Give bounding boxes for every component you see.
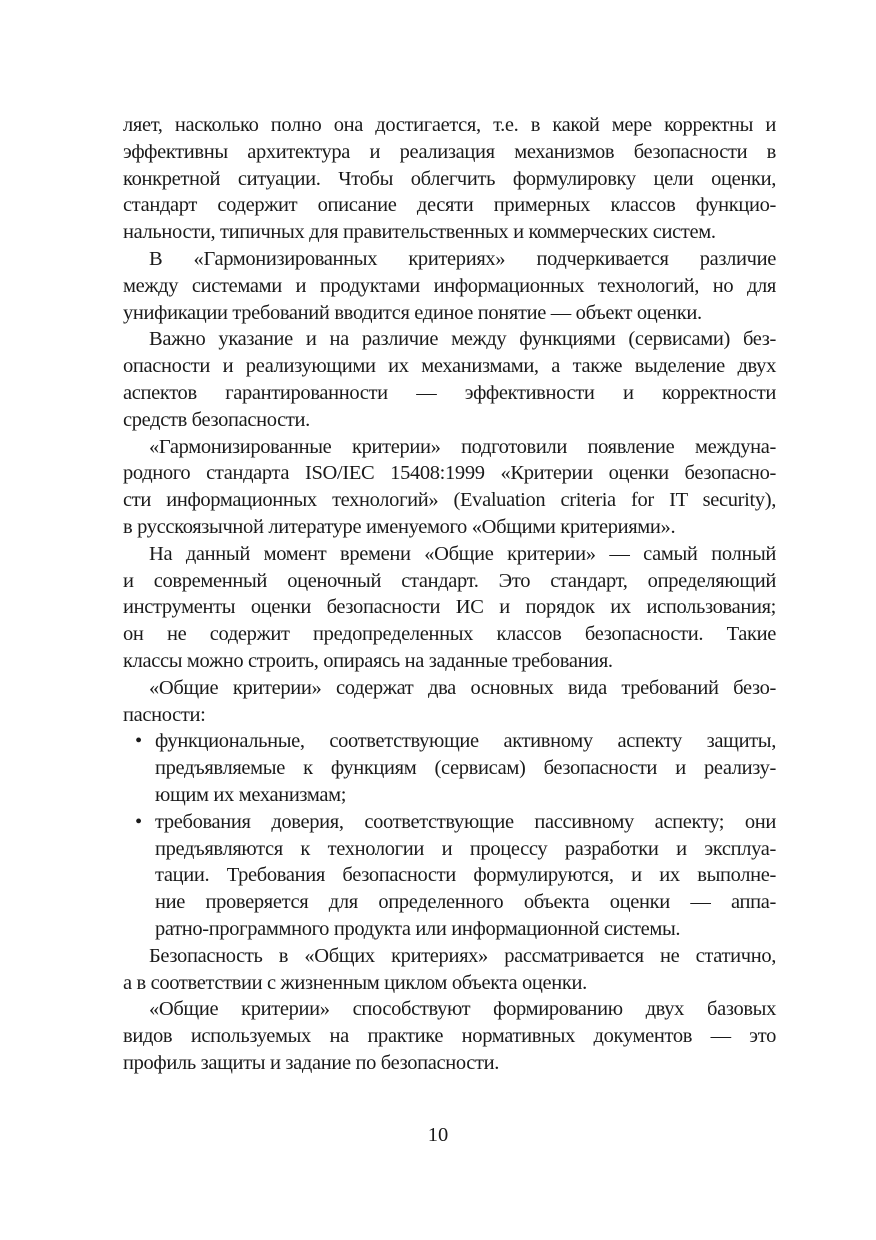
text-line-content: требования доверия, соответствующие пассивному аспекту; они bbox=[155, 810, 776, 833]
text-line: тации. Требования безопасности формулируются, и их выполне- bbox=[155, 864, 776, 887]
text-line: стандарт содержит описание десяти примерных классов функцио- bbox=[123, 194, 776, 217]
paragraph bbox=[123, 246, 776, 326]
page-number: 10 bbox=[427, 1124, 449, 1146]
text-line: «Общие критерии» содержат два основных вида требований безо- bbox=[149, 676, 776, 699]
text-line: «Общие критерии» способствуют формированию двух базовых bbox=[149, 998, 776, 1021]
text-line: сти информационных технологий» (Evaluation criteria for IT security), bbox=[123, 489, 776, 512]
text-line: аспектов гарантированности — эффективности и корректности bbox=[123, 381, 776, 404]
text-line: профиль защиты и задание по безопасности. bbox=[123, 1051, 500, 1074]
paragraph bbox=[123, 434, 776, 541]
paragraph bbox=[123, 541, 776, 675]
text-line: средств безопасности. bbox=[123, 408, 310, 431]
text-line: в русскоязычной литературе именуемого «Общими критериями». bbox=[123, 515, 676, 538]
text-line: а в соответствии с жизненным циклом объекта оценки. bbox=[123, 971, 587, 994]
text-line: пасности: bbox=[123, 703, 206, 726]
text-line: ляет, насколько полно она достигается, т.е. в какой мере корректны и bbox=[123, 114, 776, 136]
bullet-item bbox=[123, 809, 776, 943]
text-line: Важно указание и на различие между функциями (сервисами) без- bbox=[149, 328, 776, 351]
text-line: родного стандарта ISO/IEC 15408:1999 «Критерии оценки безопасно- bbox=[123, 462, 776, 485]
paragraph bbox=[123, 943, 776, 997]
text-line: унификации требований вводится единое понятие — объект оценки. bbox=[123, 301, 702, 324]
text-line: На данный момент времени «Общие критерии» — самый полный bbox=[149, 542, 776, 565]
text-line: опасности и реализующими их механизмами, а также выделение двух bbox=[123, 355, 776, 378]
text-line: и современный оценочный стандарт. Это стандарт, определяющий bbox=[123, 569, 776, 592]
text-line: видов используемых на практике нормативных документов — это bbox=[123, 1025, 776, 1048]
text-line: ратно-программного продукта или информационной системы. bbox=[155, 917, 681, 940]
text-line: классы можно строить, опираясь на заданные требования. bbox=[123, 649, 613, 672]
text-line: ющим их механизмам; bbox=[155, 783, 347, 806]
text-line: Безопасность в «Общих критериях» рассматривается не статично, bbox=[149, 944, 776, 967]
bullet-icon: • bbox=[135, 810, 142, 833]
text-line: инструменты оценки безопасности ИС и порядок их использования; bbox=[123, 596, 776, 619]
page-body bbox=[123, 112, 776, 1077]
text-line: нальности, типичных для правительственных и коммерческих систем. bbox=[123, 221, 716, 244]
bullet-icon: • bbox=[135, 730, 142, 753]
bullet-item bbox=[123, 728, 776, 808]
paragraph bbox=[123, 326, 776, 433]
text-line: он не содержит предопределенных классов безопасности. Такие bbox=[123, 623, 776, 646]
text-line: эффективны архитектура и реализация механизмов безопасности в bbox=[123, 140, 776, 163]
paragraph bbox=[123, 675, 776, 729]
text-line: «Гармонизированные критерии» подготовили появление междуна- bbox=[149, 435, 776, 458]
text-line: между системами и продуктами информационных технологий, но для bbox=[123, 274, 776, 297]
text-line bbox=[123, 809, 776, 836]
text-line: ние проверяется для определенного объекта оценки — аппа- bbox=[155, 891, 776, 914]
text-line bbox=[123, 728, 776, 755]
text-line: конкретной ситуации. Чтобы облегчить формулировку цели оценки, bbox=[123, 167, 776, 190]
text-line: предъявляются к технологии и процессу разработки и эксплуа- bbox=[155, 837, 776, 860]
paragraph bbox=[123, 996, 776, 1076]
text-line: предъявляемые к функциям (сервисам) безопасности и реализу- bbox=[155, 757, 776, 780]
text-line-content: функциональные, соответствующие активному аспекту защиты, bbox=[155, 730, 776, 753]
text-line: В «Гармонизированных критериях» подчеркивается различие bbox=[149, 247, 776, 270]
paragraph bbox=[123, 112, 776, 246]
